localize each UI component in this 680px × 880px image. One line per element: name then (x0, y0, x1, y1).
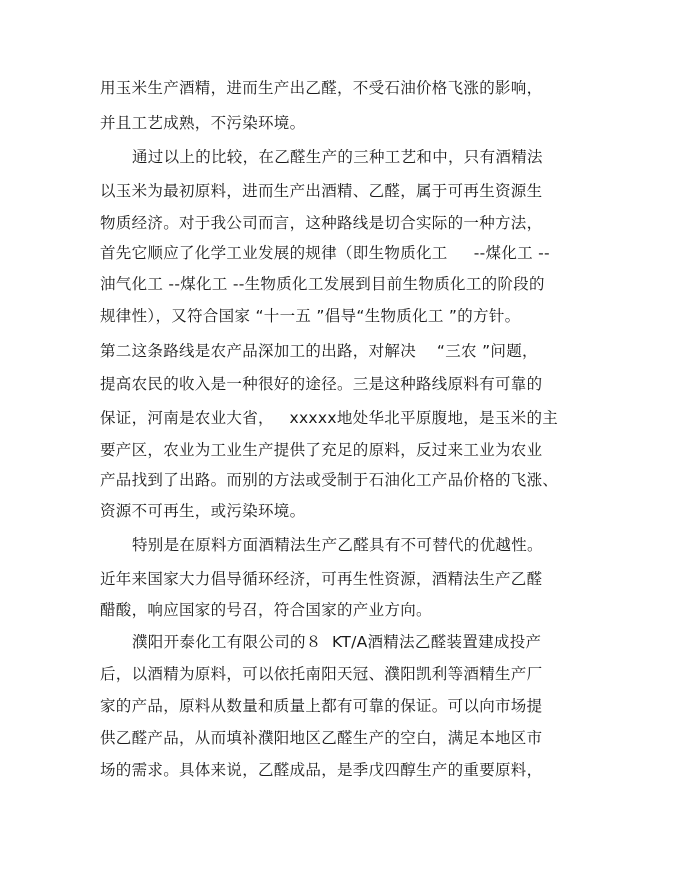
text-line: 保证，河南是农业大省， xxxxx地处华北平原腹地，是玉米的主 (100, 409, 559, 427)
paragraph-start-line: 通过以上的比较，在乙醛生产的三种工艺和中，只有酒精法 (132, 148, 543, 166)
text-line: 家的产品，原料从数量和质量上都有可靠的保证。可以向市场提 (100, 697, 543, 715)
text-line: 并且工艺成熟，不污染环境。 (100, 114, 306, 132)
text-line: 近年来国家大力倡导循环经济，可再生性资源，酒精法生产乙醛 (100, 570, 543, 588)
text-line: 产品找到了出路。而别的方法或受制于石油化工产品价格的飞涨、 (100, 471, 559, 489)
text-line: 首先它顺应了化学工业发展的规律（即生物质化工 --煤化工 -- (100, 244, 550, 262)
text-line: 醋酸，响应国家的号召，符合国家的产业方向。 (100, 601, 432, 619)
text-line: 油气化工 --煤化工 --生物质化工发展到目前生物质化工的阶段的 (100, 275, 545, 293)
text-line: 规律性），又符合国家 “十一五 ”倡导“生物质化工 ”的方针。 (100, 307, 521, 325)
text-line: 资源不可再生，或污染环境。 (100, 502, 306, 520)
text-line: 用玉米生产酒精，进而生产出乙醛，不受石油价格飞涨的影响， (100, 79, 543, 97)
text-line: 供乙醛产品，从而填补濮阳地区乙醛生产的空白，满足本地区市 (100, 729, 543, 747)
paragraph-start-line: 特别是在原料方面酒精法生产乙醛具有不可替代的优越性。 (132, 536, 543, 554)
text-line: 场的需求。具体来说，乙醛成品，是季戊四醇生产的重要原料， (100, 761, 543, 779)
text-line: 物质经济。对于我公司而言，这种路线是切合实际的一种方法， (100, 214, 543, 232)
text-line: 要产区，农业为工业生产提供了充足的原料，反过来工业为农业 (100, 441, 543, 459)
text-line: 以玉米为最初原料，进而生产出酒精、乙醛，属于可再生资源生 (100, 182, 543, 200)
paragraph-start-line: 濮阳开泰化工有限公司的８ KT/A酒精法乙醛装置建成投产 (132, 633, 542, 651)
text-line: 第二这条路线是农产品深加工的出路，对解决 “三农 ”问题， (100, 342, 538, 360)
text-line: 后，以酒精为原料，可以依托南阳天冠、濮阳凯利等酒精生产厂 (100, 665, 543, 683)
text-line: 提高农民的收入是一种很好的途径。三是这种路线原料有可靠的 (100, 375, 543, 393)
